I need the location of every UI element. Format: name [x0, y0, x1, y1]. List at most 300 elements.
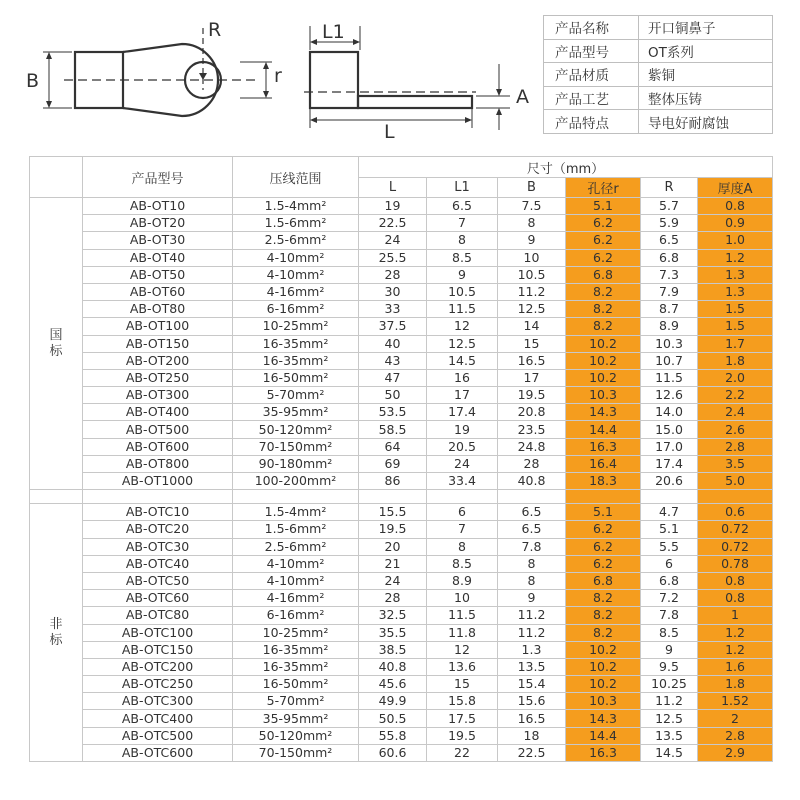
B-cell: 17 [498, 369, 566, 386]
separator-cell [698, 490, 773, 504]
R-cell: 11.2 [641, 693, 698, 710]
hole-r-cell: 10.2 [566, 352, 641, 369]
hole-r-cell: 10.2 [566, 369, 641, 386]
separator-cell [359, 490, 427, 504]
B-cell: 24.8 [498, 438, 566, 455]
R-cell: 8.9 [641, 318, 698, 335]
hole-r-cell: 6.2 [566, 249, 641, 266]
thickness-A-cell: 2.0 [698, 369, 773, 386]
range-cell: 16-35mm² [233, 352, 359, 369]
thickness-A-cell: 2.4 [698, 404, 773, 421]
model-cell: AB-OTC600 [83, 744, 233, 761]
info-value: 整体压铸 [639, 86, 773, 110]
header-col-hole-r: 孔径r [566, 178, 641, 198]
B-cell: 23.5 [498, 421, 566, 438]
separator-cell [30, 490, 83, 504]
hole-r-cell: 8.2 [566, 607, 641, 624]
info-value: 开口铜鼻子 [639, 16, 773, 40]
separator-cell [233, 490, 359, 504]
L1-cell: 11.5 [427, 301, 498, 318]
range-cell: 70-150mm² [233, 438, 359, 455]
L1-cell: 8.5 [427, 555, 498, 572]
R-cell: 12.5 [641, 710, 698, 727]
thickness-A-cell: 1.3 [698, 266, 773, 283]
model-cell: AB-OT500 [83, 421, 233, 438]
B-cell: 19.5 [498, 387, 566, 404]
B-cell: 8 [498, 555, 566, 572]
model-cell: AB-OT20 [83, 215, 233, 232]
L-cell: 35.5 [359, 624, 427, 641]
range-cell: 4-10mm² [233, 555, 359, 572]
range-cell: 16-50mm² [233, 369, 359, 386]
table-row [30, 369, 773, 386]
L1-cell: 8.9 [427, 572, 498, 589]
model-cell: AB-OT60 [83, 283, 233, 300]
header-model: 产品型号 [83, 157, 233, 198]
B-cell: 6.5 [498, 504, 566, 521]
table-row [30, 387, 773, 404]
L1-cell: 19 [427, 421, 498, 438]
R-cell: 10.25 [641, 676, 698, 693]
B-cell: 9 [498, 590, 566, 607]
L-cell: 32.5 [359, 607, 427, 624]
table-row [30, 572, 773, 589]
table-row [30, 727, 773, 744]
L1-cell: 12 [427, 641, 498, 658]
hole-r-cell: 6.2 [566, 215, 641, 232]
L1-cell: 8 [427, 232, 498, 249]
thickness-A-cell: 1.52 [698, 693, 773, 710]
R-cell: 5.5 [641, 538, 698, 555]
model-cell: AB-OT30 [83, 232, 233, 249]
range-cell: 50-120mm² [233, 421, 359, 438]
table-row [30, 624, 773, 641]
group-label: 非标 [49, 616, 63, 648]
group-label: 国标 [49, 327, 63, 359]
info-value: 紫铜 [639, 63, 773, 87]
range-cell: 4-16mm² [233, 283, 359, 300]
thickness-A-cell: 3.5 [698, 455, 773, 472]
hole-r-cell: 5.1 [566, 198, 641, 215]
range-cell: 4-16mm² [233, 590, 359, 607]
L-cell: 53.5 [359, 404, 427, 421]
header-col-R: R [641, 178, 698, 198]
L1-cell: 20.5 [427, 438, 498, 455]
hole-r-cell: 10.2 [566, 676, 641, 693]
table-row [30, 215, 773, 232]
L-cell: 45.6 [359, 676, 427, 693]
hole-r-cell: 14.3 [566, 710, 641, 727]
R-cell: 12.6 [641, 387, 698, 404]
header-col-L1: L1 [427, 178, 498, 198]
range-cell: 100-200mm² [233, 473, 359, 490]
range-cell: 10-25mm² [233, 318, 359, 335]
B-cell: 18 [498, 727, 566, 744]
hole-r-cell: 10.2 [566, 641, 641, 658]
range-cell: 35-95mm² [233, 710, 359, 727]
hole-r-cell: 8.2 [566, 283, 641, 300]
R-cell: 9.5 [641, 658, 698, 675]
table-row [30, 744, 773, 761]
L1-cell: 8.5 [427, 249, 498, 266]
model-cell: AB-OTC250 [83, 676, 233, 693]
L1-cell: 12 [427, 318, 498, 335]
table-row [30, 249, 773, 266]
L1-cell: 16 [427, 369, 498, 386]
range-cell: 2.5-6mm² [233, 232, 359, 249]
info-row [544, 110, 773, 134]
hole-r-cell: 14.3 [566, 404, 641, 421]
thickness-A-cell: 1.3 [698, 283, 773, 300]
thickness-A-cell: 0.78 [698, 555, 773, 572]
hole-r-cell: 6.2 [566, 555, 641, 572]
thickness-A-cell: 5.0 [698, 473, 773, 490]
B-cell: 1.3 [498, 641, 566, 658]
hole-r-cell: 8.2 [566, 590, 641, 607]
R-cell: 11.5 [641, 369, 698, 386]
L1-cell: 17.4 [427, 404, 498, 421]
model-cell: AB-OTC80 [83, 607, 233, 624]
R-cell: 14.5 [641, 744, 698, 761]
model-cell: AB-OTC150 [83, 641, 233, 658]
model-cell: AB-OT200 [83, 352, 233, 369]
B-cell: 7.8 [498, 538, 566, 555]
R-cell: 15.0 [641, 421, 698, 438]
L1-cell: 10.5 [427, 283, 498, 300]
separator-cell [641, 490, 698, 504]
thickness-A-cell: 2 [698, 710, 773, 727]
thickness-A-cell: 2.9 [698, 744, 773, 761]
R-cell: 6.5 [641, 232, 698, 249]
group-label-cell [30, 198, 83, 490]
thickness-A-cell: 0.6 [698, 504, 773, 521]
L-cell: 22.5 [359, 215, 427, 232]
thickness-A-cell: 1.5 [698, 301, 773, 318]
range-cell: 6-16mm² [233, 301, 359, 318]
L-cell: 30 [359, 283, 427, 300]
L-cell: 15.5 [359, 504, 427, 521]
thickness-A-cell: 0.9 [698, 215, 773, 232]
range-cell: 1.5-6mm² [233, 521, 359, 538]
range-cell: 5-70mm² [233, 693, 359, 710]
L1-cell: 7 [427, 521, 498, 538]
dim-label-R: R [208, 19, 222, 41]
L-cell: 55.8 [359, 727, 427, 744]
L-cell: 20 [359, 538, 427, 555]
B-cell: 16.5 [498, 352, 566, 369]
range-cell: 6-16mm² [233, 607, 359, 624]
range-cell: 2.5-6mm² [233, 538, 359, 555]
B-cell: 40.8 [498, 473, 566, 490]
B-cell: 14 [498, 318, 566, 335]
model-cell: AB-OTC50 [83, 572, 233, 589]
thickness-A-cell: 1 [698, 607, 773, 624]
thickness-A-cell: 2.2 [698, 387, 773, 404]
B-cell: 9 [498, 232, 566, 249]
info-key: 产品工艺 [544, 86, 639, 110]
R-cell: 20.6 [641, 473, 698, 490]
L-cell: 43 [359, 352, 427, 369]
model-cell: AB-OT600 [83, 438, 233, 455]
hole-r-cell: 8.2 [566, 624, 641, 641]
L1-cell: 13.6 [427, 658, 498, 675]
B-cell: 10.5 [498, 266, 566, 283]
R-cell: 7.9 [641, 283, 698, 300]
L1-cell: 12.5 [427, 335, 498, 352]
table-row [30, 301, 773, 318]
table-row [30, 710, 773, 727]
thickness-A-cell: 2.8 [698, 727, 773, 744]
L1-cell: 11.8 [427, 624, 498, 641]
L1-cell: 9 [427, 266, 498, 283]
L1-cell: 22 [427, 744, 498, 761]
thickness-A-cell: 0.72 [698, 521, 773, 538]
separator-cell [566, 490, 641, 504]
dim-label-B: B [26, 70, 40, 92]
L1-cell: 33.4 [427, 473, 498, 490]
B-cell: 7.5 [498, 198, 566, 215]
L-cell: 25.5 [359, 249, 427, 266]
header-size-group: 尺寸（mm） [359, 157, 773, 178]
L1-cell: 7 [427, 215, 498, 232]
B-cell: 15.4 [498, 676, 566, 693]
L-cell: 49.9 [359, 693, 427, 710]
hole-r-cell: 18.3 [566, 473, 641, 490]
range-cell: 90-180mm² [233, 455, 359, 472]
table-row [30, 266, 773, 283]
model-cell: AB-OTC30 [83, 538, 233, 555]
model-cell: AB-OT800 [83, 455, 233, 472]
info-key: 产品特点 [544, 110, 639, 134]
info-key: 产品型号 [544, 39, 639, 63]
thickness-A-cell: 1.2 [698, 624, 773, 641]
range-cell: 50-120mm² [233, 727, 359, 744]
thickness-A-cell: 1.8 [698, 676, 773, 693]
model-cell: AB-OTC40 [83, 555, 233, 572]
R-cell: 14.0 [641, 404, 698, 421]
hole-r-cell: 8.2 [566, 318, 641, 335]
R-cell: 6 [641, 555, 698, 572]
hole-r-cell: 5.1 [566, 504, 641, 521]
table-row [30, 676, 773, 693]
header-group-blank [30, 157, 83, 198]
B-cell: 15 [498, 335, 566, 352]
range-cell: 16-50mm² [233, 676, 359, 693]
L-cell: 37.5 [359, 318, 427, 335]
L-cell: 24 [359, 572, 427, 589]
dim-label-A: A [516, 86, 529, 108]
hole-r-cell: 6.2 [566, 538, 641, 555]
range-cell: 16-35mm² [233, 641, 359, 658]
lug-top-view-drawing [22, 14, 272, 124]
R-cell: 7.2 [641, 590, 698, 607]
L1-cell: 10 [427, 590, 498, 607]
model-cell: AB-OT400 [83, 404, 233, 421]
range-cell: 5-70mm² [233, 387, 359, 404]
range-cell: 1.5-4mm² [233, 198, 359, 215]
range-cell: 4-10mm² [233, 572, 359, 589]
range-cell: 4-10mm² [233, 266, 359, 283]
B-cell: 22.5 [498, 744, 566, 761]
hole-r-cell: 10.2 [566, 335, 641, 352]
model-cell: AB-OT150 [83, 335, 233, 352]
table-row [30, 455, 773, 472]
hole-r-cell: 6.2 [566, 232, 641, 249]
B-cell: 13.5 [498, 658, 566, 675]
model-cell: AB-OT250 [83, 369, 233, 386]
info-value: 导电好耐腐蚀 [639, 110, 773, 134]
product-info-table [543, 15, 773, 134]
model-cell: AB-OT40 [83, 249, 233, 266]
table-row [30, 590, 773, 607]
thickness-A-cell: 1.7 [698, 335, 773, 352]
header-col-B: B [498, 178, 566, 198]
L-cell: 28 [359, 266, 427, 283]
L-cell: 19 [359, 198, 427, 215]
hole-r-cell: 6.2 [566, 521, 641, 538]
thickness-A-cell: 0.8 [698, 198, 773, 215]
L1-cell: 14.5 [427, 352, 498, 369]
R-cell: 17.0 [641, 438, 698, 455]
L-cell: 24 [359, 232, 427, 249]
info-key: 产品材质 [544, 63, 639, 87]
dim-label-r: r [274, 65, 282, 87]
L1-cell: 24 [427, 455, 498, 472]
table-row [30, 504, 773, 521]
L-cell: 40 [359, 335, 427, 352]
L1-cell: 15 [427, 676, 498, 693]
L-cell: 50 [359, 387, 427, 404]
B-cell: 8 [498, 572, 566, 589]
thickness-A-cell: 0.72 [698, 538, 773, 555]
B-cell: 8 [498, 215, 566, 232]
R-cell: 4.7 [641, 504, 698, 521]
L-cell: 21 [359, 555, 427, 572]
hole-r-cell: 14.4 [566, 727, 641, 744]
table-row [30, 421, 773, 438]
info-row [544, 16, 773, 40]
B-cell: 11.2 [498, 624, 566, 641]
hole-r-cell: 16.3 [566, 438, 641, 455]
model-cell: AB-OTC60 [83, 590, 233, 607]
table-row [30, 232, 773, 249]
group-separator-row [30, 490, 773, 504]
separator-cell [83, 490, 233, 504]
info-row [544, 39, 773, 63]
dim-label-L: L [384, 121, 395, 143]
model-cell: AB-OTC100 [83, 624, 233, 641]
model-cell: AB-OTC20 [83, 521, 233, 538]
model-cell: AB-OT1000 [83, 473, 233, 490]
info-row [544, 63, 773, 87]
header-col-L: L [359, 178, 427, 198]
L-cell: 86 [359, 473, 427, 490]
range-cell: 4-10mm² [233, 249, 359, 266]
L-cell: 50.5 [359, 710, 427, 727]
hole-r-cell: 10.3 [566, 693, 641, 710]
table-row [30, 198, 773, 215]
B-cell: 10 [498, 249, 566, 266]
table-row [30, 438, 773, 455]
header-row [30, 157, 773, 178]
range-cell: 10-25mm² [233, 624, 359, 641]
info-value: OT系列 [639, 39, 773, 63]
R-cell: 6.8 [641, 572, 698, 589]
hole-r-cell: 16.3 [566, 744, 641, 761]
table-row [30, 538, 773, 555]
table-row [30, 607, 773, 624]
table-row [30, 404, 773, 421]
hole-r-cell: 16.4 [566, 455, 641, 472]
R-cell: 10.3 [641, 335, 698, 352]
model-cell: AB-OTC300 [83, 693, 233, 710]
R-cell: 5.1 [641, 521, 698, 538]
R-cell: 5.7 [641, 198, 698, 215]
separator-cell [498, 490, 566, 504]
info-row [544, 86, 773, 110]
table-row [30, 693, 773, 710]
L1-cell: 8 [427, 538, 498, 555]
R-cell: 17.4 [641, 455, 698, 472]
L-cell: 58.5 [359, 421, 427, 438]
L1-cell: 11.5 [427, 607, 498, 624]
L-cell: 28 [359, 590, 427, 607]
dim-label-r-holder [272, 60, 292, 90]
spec-table-body [30, 198, 773, 762]
hole-r-cell: 14.4 [566, 421, 641, 438]
table-row [30, 658, 773, 675]
spec-table [29, 156, 773, 762]
table-row [30, 521, 773, 538]
hole-r-cell: 8.2 [566, 301, 641, 318]
range-cell: 16-35mm² [233, 658, 359, 675]
range-cell: 1.5-6mm² [233, 215, 359, 232]
B-cell: 16.5 [498, 710, 566, 727]
L1-cell: 17 [427, 387, 498, 404]
range-cell: 70-150mm² [233, 744, 359, 761]
hole-r-cell: 6.8 [566, 266, 641, 283]
model-cell: AB-OTC500 [83, 727, 233, 744]
R-cell: 8.7 [641, 301, 698, 318]
R-cell: 5.9 [641, 215, 698, 232]
model-cell: AB-OT300 [83, 387, 233, 404]
L1-cell: 6.5 [427, 198, 498, 215]
info-key: 产品名称 [544, 16, 639, 40]
model-cell: AB-OT10 [83, 198, 233, 215]
R-cell: 6.8 [641, 249, 698, 266]
R-cell: 8.5 [641, 624, 698, 641]
range-cell: 1.5-4mm² [233, 504, 359, 521]
thickness-A-cell: 1.0 [698, 232, 773, 249]
hole-r-cell: 6.8 [566, 572, 641, 589]
thickness-A-cell: 2.6 [698, 421, 773, 438]
thickness-A-cell: 1.8 [698, 352, 773, 369]
L1-cell: 17.5 [427, 710, 498, 727]
L1-cell: 19.5 [427, 727, 498, 744]
R-cell: 7.8 [641, 607, 698, 624]
model-cell: AB-OT50 [83, 266, 233, 283]
B-cell: 28 [498, 455, 566, 472]
group-label-cell [30, 504, 83, 762]
R-cell: 7.3 [641, 266, 698, 283]
R-cell: 9 [641, 641, 698, 658]
B-cell: 12.5 [498, 301, 566, 318]
thickness-A-cell: 1.5 [698, 318, 773, 335]
table-row [30, 318, 773, 335]
L1-cell: 6 [427, 504, 498, 521]
R-cell: 13.5 [641, 727, 698, 744]
thickness-A-cell: 2.8 [698, 438, 773, 455]
